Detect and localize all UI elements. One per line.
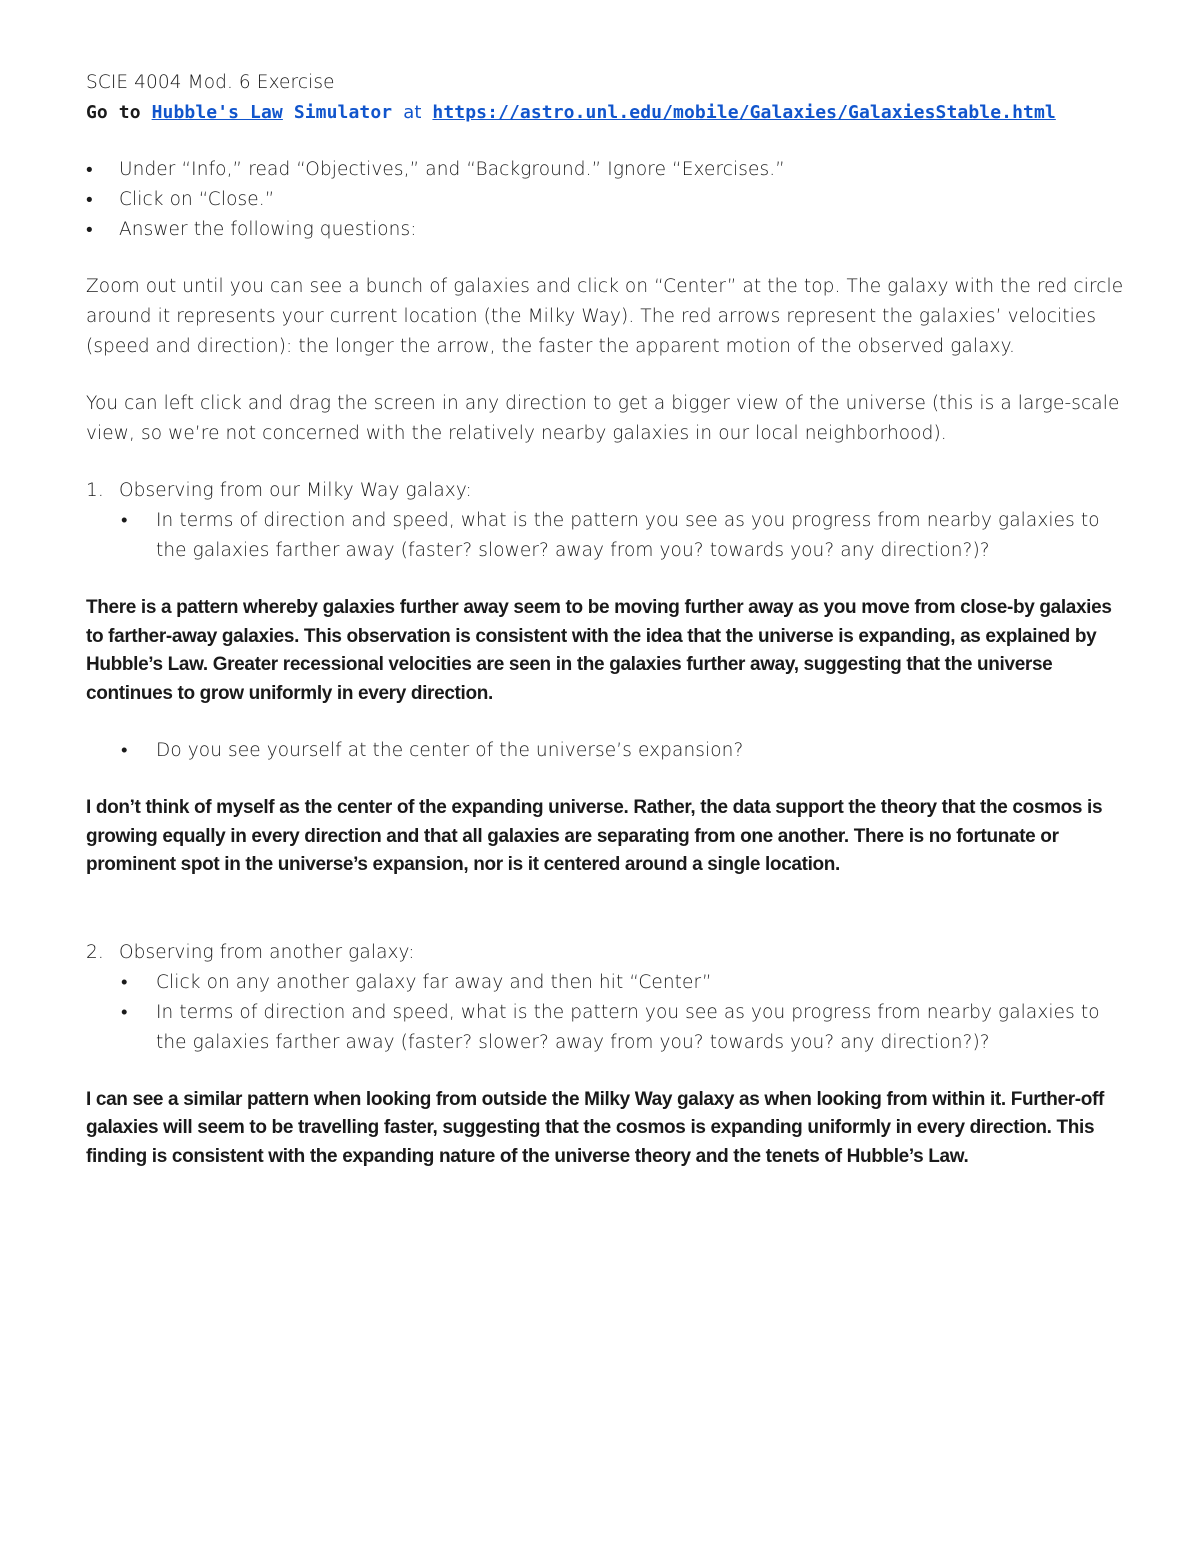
question-bullet: • Click on any another galaxy far away and then hit “Center” <box>121 968 1126 998</box>
question-bullet: • In terms of direction and speed, what is the pattern you see as you progress from nearby galaxies to the galaxies farther away (faster? slower? away from you? towards you? any direction?)? <box>121 998 1126 1058</box>
instruction-item: • Answer the following questions: <box>86 215 1126 245</box>
instruction-item: • Under “Info,” read “Objectives,” and “Background.” Ignore “Exercises.” <box>86 155 1126 185</box>
question-heading: Observing from another galaxy: <box>119 941 415 963</box>
question-number: 1. <box>86 480 104 501</box>
answer-paragraph: I don’t think of myself as the center of the expanding universe. Rather, the data support the theory that the cosmos is growing equally in every direction and that all galaxies are separating from one another. There is no fortunate or prominent spot in the universe’s expansion, nor is it centered around a single location. <box>86 797 1103 875</box>
hubbles-law-link[interactable]: Hubble's Law <box>151 102 283 123</box>
answer-paragraph: I can see a similar pattern when looking from outside the Milky Way galaxy as when looking from within it. Further-off galaxies will seem to be travelling faster, suggesting that the cosmos is expanding uniformly in every direction. This finding is consistent with the expanding nature of the universe theory and the tenets of Hubble’s Law. <box>86 1088 1104 1167</box>
intro-paragraph: You can left click and drag the screen in any direction to get a bigger view of the universe (this is a large-scale view, so we’re not concerned with the relatively nearby galaxies in our local neighborhood). <box>86 393 1120 444</box>
question-1 <box>86 476 1126 506</box>
question-heading: Observing from our Milky Way galaxy: <box>119 480 472 501</box>
question-1-bullets <box>86 506 1126 566</box>
instruction-item: • Click on “Close.” <box>86 185 1126 215</box>
intro-paragraph: Zoom out until you can see a bunch of galaxies and click on “Center” at the top. The galaxy with the red circle around it represents your current location (the Milky Way). The red arrows represent the galaxies’ velocities (speed and direction): the longer the arrow, the faster the apparent motion of the observed galaxy. <box>86 276 1124 357</box>
document-header <box>86 68 1126 128</box>
question-bullet: • Do you see yourself at the center of the universe’s expansion? <box>121 736 1126 766</box>
instruction-list <box>86 155 1126 245</box>
question-2 <box>86 938 1126 968</box>
question-1-bullets-b <box>86 736 1126 766</box>
question-number: 2. <box>86 941 104 963</box>
question-bullet: • In terms of direction and speed, what is the pattern you see as you progress from nearby galaxies to the galaxies farther away (faster? slower? away from you? towards you? any direction?)? <box>121 506 1126 566</box>
document-page <box>86 68 1126 1171</box>
answer-paragraph: There is a pattern whereby galaxies further away seem to be moving further away as you move from close-by galaxies to farther-away galaxies. This observation is consistent with the idea that the universe is expanding, as explained by Hubble’s Law. Greater recessional velocities are seen in the galaxies further away, suggesting that the universe continues to grow uniformly in every direction. <box>86 597 1112 704</box>
goto-line <box>86 98 1126 128</box>
at-text: at <box>403 102 422 123</box>
simulator-url-link[interactable]: https://astro.unl.edu/mobile/Galaxies/GalaxiesStable.html <box>432 102 1056 123</box>
question-2-bullets <box>86 968 1126 1058</box>
document-title: SCIE 4004 Mod. 6 Exercise <box>86 72 335 93</box>
simulator-text[interactable]: Simulator <box>293 102 393 123</box>
goto-prefix: Go to <box>86 102 141 123</box>
